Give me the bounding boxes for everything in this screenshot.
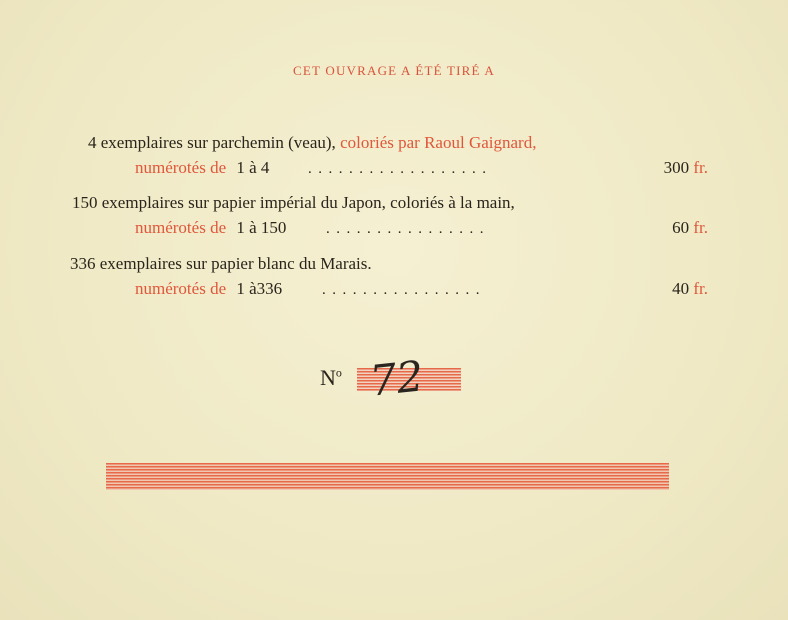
entry-description-text: 336 exemplaires sur papier blanc du Marais. [70,254,372,273]
entry-description [70,254,372,274]
entry-numbering [135,218,286,238]
price-unit: fr. [693,158,708,177]
leader-dots: ................ [326,221,490,237]
price-amount: 300 [663,158,690,177]
leader-dots: ................ [322,282,486,298]
copy-number-superscript: o [335,365,342,380]
price-unit: fr. [693,218,708,237]
numbering-label: numérotés de [135,158,227,177]
numbering-range: 1 à 4 [236,158,270,177]
entry-description-text: 4 exemplaires sur parchemin (veau), [88,133,336,152]
decorative-ruled-bar [106,463,669,490]
page-heading: CET OUVRAGE A ÉTÉ TIRÉ A [292,63,495,78]
numbering-range: 1 à 150 [236,218,287,237]
leader-dots: .................. [308,161,493,177]
entry-description-text: 150 exemplaires sur papier impérial du Japon, coloriés à la main, [72,193,515,212]
entry-numbering [135,158,269,178]
numbering-label: numérotés de [135,279,227,298]
copy-number-label [320,365,342,391]
numbering-label: numérotés de [135,218,227,237]
price-amount: 60 [672,218,690,237]
price-amount: 40 [672,279,690,298]
numbering-range: 1 à336 [236,279,283,298]
entry-description [72,193,515,213]
entry-description [88,133,536,153]
entry-numbering [135,279,282,299]
entry-price [628,218,708,238]
entry-price [628,158,708,178]
entry-description-colorist: coloriés par Raoul Gaignard, [340,133,537,152]
copy-number-handwritten: 72 [367,351,426,406]
price-unit: fr. [693,279,708,298]
entry-price [628,279,708,299]
copy-number-letter: N [320,365,336,390]
